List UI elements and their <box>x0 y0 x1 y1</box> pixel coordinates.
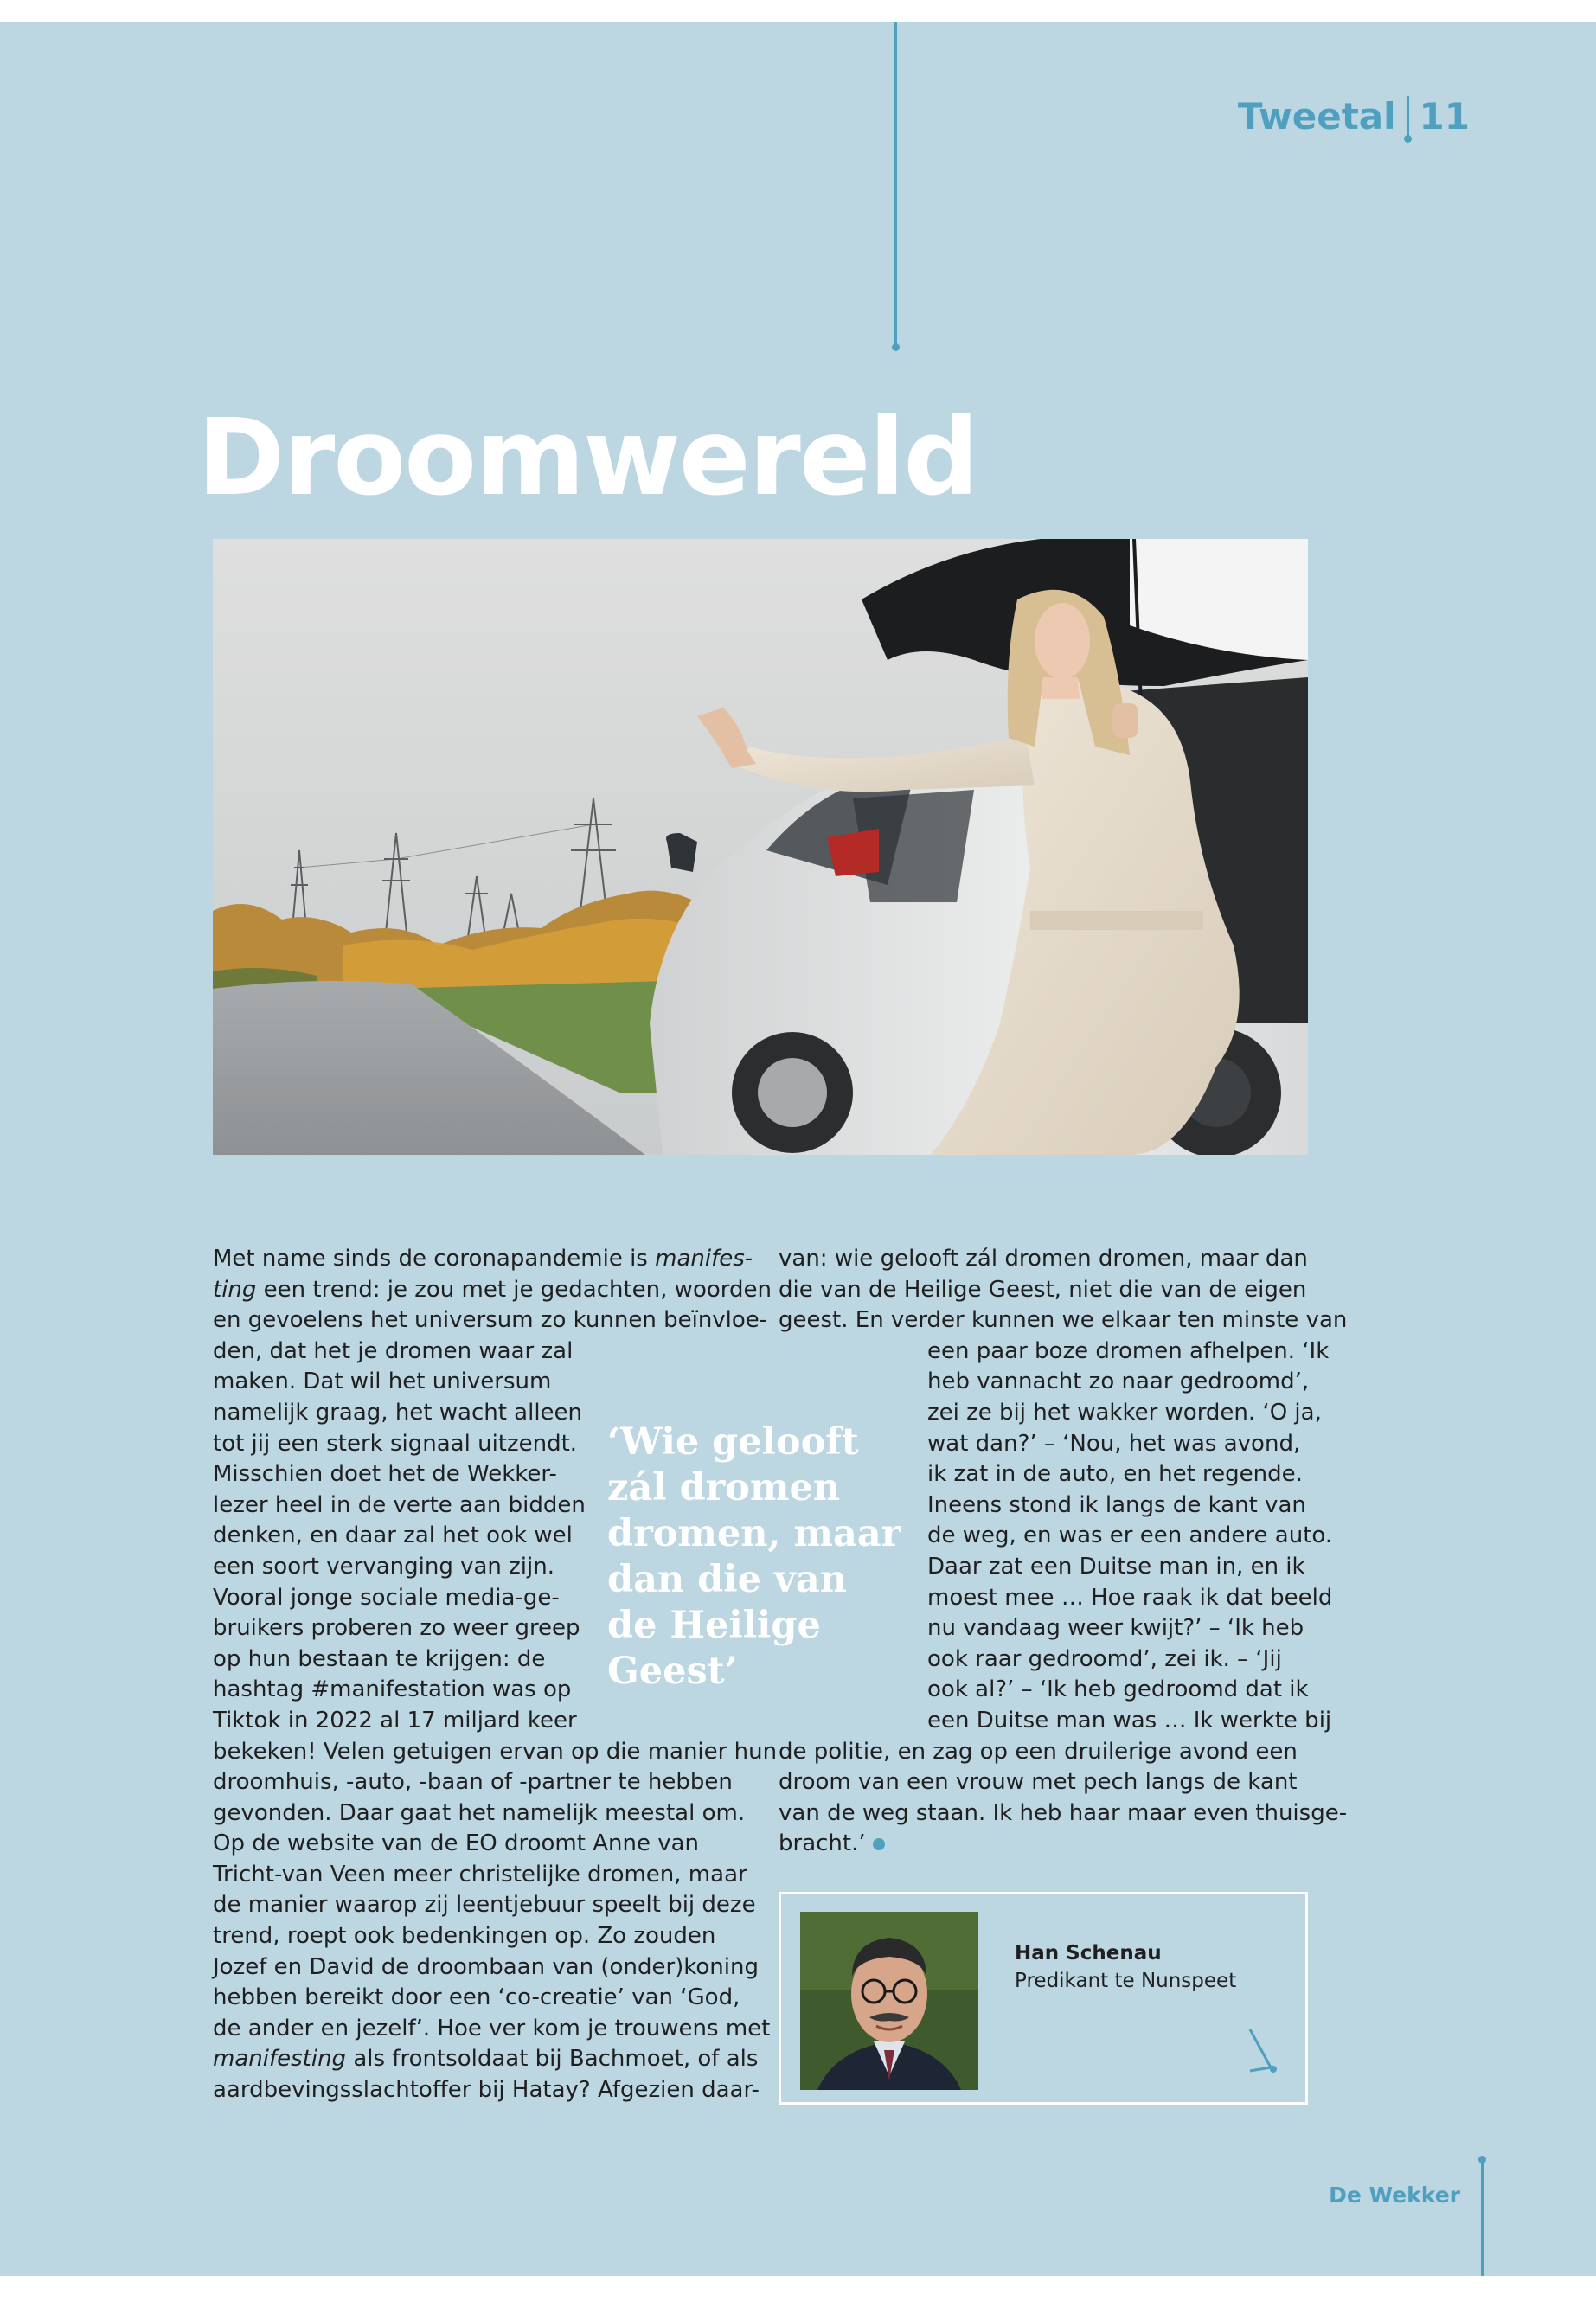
text-line: een Duitse man was … Ik werkte bij <box>927 1707 1332 1734</box>
text-line: en gevoelens het universum zo kunnen beïnvloe- <box>213 1307 768 1334</box>
author-role: Predikant te Nunspeet <box>1015 1970 1237 1992</box>
text-line: Ineens stond ik langs de kant van <box>927 1491 1306 1518</box>
text-line: een paar boze dromen afhelpen. ‘Ik <box>927 1337 1330 1364</box>
text-line: een soort vervanging van zijn. <box>213 1553 554 1580</box>
publication-name: De Wekker <box>1329 2182 1460 2208</box>
text-line: lezer heel in de verte aan bidden <box>213 1491 586 1518</box>
magazine-page <box>0 22 1596 2276</box>
text-line: bekeken! Velen getuigen ervan op die manier hun <box>213 1738 778 1765</box>
text-line: wat dan?’ – ‘Nou, het was avond, <box>927 1430 1301 1457</box>
text-line: den, dat het je dromen waar zal <box>213 1337 574 1364</box>
text-line: droom van een vrouw met pech langs de kant <box>779 1769 1298 1796</box>
page-number: 11 <box>1419 95 1470 138</box>
text-line: Tricht-van Veen meer christelijke dromen, maar <box>213 1861 747 1888</box>
text-line: gevonden. Daar gaat het namelijk meestal om. <box>213 1799 746 1826</box>
text-line: denken, en daar zal het ook wel <box>213 1522 573 1549</box>
page-header <box>1238 95 1470 138</box>
text-line: moest mee … Hoe raak ik dat beeld <box>927 1584 1333 1611</box>
text-line: ting een trend: je zou met je gedachten, woorden <box>213 1276 772 1303</box>
text-line: bracht.’ <box>779 1830 885 1856</box>
text-line: Op de website van de EO droomt Anne van <box>213 1830 699 1857</box>
decorative-line-bottom <box>1481 2159 1484 2276</box>
text-line: namelijk graag, het wacht alleen <box>213 1399 583 1426</box>
author-portrait-illustration <box>800 1912 978 2090</box>
text-line: Tiktok in 2022 al 17 miljard keer <box>213 1707 577 1734</box>
decorative-line-top <box>894 22 897 348</box>
text-line: van de weg staan. Ik heb haar maar even thuisge- <box>779 1799 1348 1826</box>
text-line: ook raar gedroomd’, zei ik. – ‘Jij <box>927 1645 1282 1672</box>
text-line: op hun bestaan te krijgen: de <box>213 1645 546 1672</box>
text-line: de manier waarop zij leentjebuur speelt bij deze <box>213 1892 756 1919</box>
text-line: van: wie gelooft zál dromen dromen, maar dan <box>779 1246 1308 1272</box>
text-line: Met name sinds de coronapandemie is manifes- <box>213 1246 753 1272</box>
text-line: Vooral jonge sociale media-ge- <box>213 1584 560 1611</box>
author-portrait <box>800 1912 978 2090</box>
text-line: zei ze bij het wakker worden. ‘O ja, <box>927 1399 1322 1426</box>
article-title: Droomwereld <box>197 396 977 519</box>
text-line: nu vandaag weer kwijt?’ – ‘Ik heb <box>927 1615 1304 1642</box>
text-line: de weg, en was er een andere auto. <box>927 1522 1333 1549</box>
text-line: hashtag #manifestation was op <box>213 1676 572 1703</box>
text-line: Misschien doet het de Wekker- <box>213 1461 557 1488</box>
text-line: aardbevingsslachtoffer bij Hatay? Afgezien daar- <box>213 2077 760 2104</box>
woman-umbrella-car-photo <box>213 539 1308 1155</box>
end-of-article-dot <box>873 1838 885 1850</box>
text-line: de politie, en zag op een druilerige avond een <box>779 1738 1298 1765</box>
text-line: Daar zat een Duitse man in, en ik <box>927 1553 1305 1580</box>
decorative-dot-bottom <box>1478 2156 1486 2163</box>
text-line: tot jij een sterk signaal uitzendt. <box>213 1430 578 1457</box>
pull-quote: ‘Wie gelooft zál dromen dromen, maar dan die van de Heilige Geest’ <box>607 1420 901 1693</box>
header-divider <box>1407 96 1409 138</box>
text-line: heb vannacht zo naar gedroomd’, <box>927 1368 1310 1395</box>
text-line: ik zat in de auto, en het regende. <box>927 1461 1303 1488</box>
section-name: Tweetal <box>1237 95 1396 138</box>
text-line: manifesting als frontsoldaat bij Bachmoet, of als <box>213 2046 759 2073</box>
text-line: trend, roept ook bedenkingen op. Zo zouden <box>213 1923 716 1950</box>
text-line: Jozef en David de droombaan van (onder)koning <box>213 1953 759 1980</box>
text-line: maken. Dat wil het universum <box>213 1368 552 1395</box>
author-box <box>779 1892 1308 2105</box>
decorative-dot-top <box>892 343 900 351</box>
pen-icon <box>1245 2026 1283 2080</box>
text-line: ook al?’ – ‘Ik heb gedroomd dat ik <box>927 1676 1309 1703</box>
article-column-right <box>779 1244 1348 1860</box>
photo-illustration <box>213 539 1308 1155</box>
text-line: bruikers proberen zo weer greep <box>213 1615 580 1642</box>
text-line: geest. En verder kunnen we elkaar ten minste van <box>779 1307 1348 1334</box>
text-line: droomhuis, -auto, -baan of -partner te hebben <box>213 1769 733 1796</box>
text-line: hebben bereikt door een ‘co-creatie’ van ‘God, <box>213 1984 740 2011</box>
text-line: die van de Heilige Geest, niet die van de eigen <box>779 1276 1307 1303</box>
text-line: de ander en jezelf’. Hoe ver kom je trouwens met <box>213 2015 771 2041</box>
author-name: Han Schenau <box>1015 1942 1162 1965</box>
right-paragraph <box>779 1244 1348 1860</box>
